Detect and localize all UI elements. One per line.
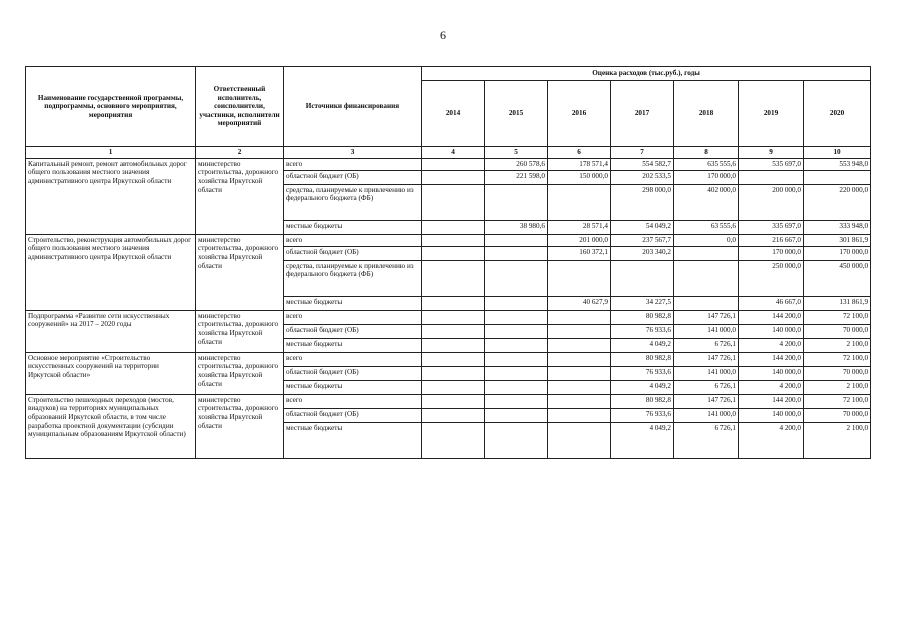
amount-cell: [674, 246, 739, 260]
amount-cell: 216 667,0: [739, 234, 804, 246]
source-cell: местные бюджеты: [284, 296, 422, 310]
amount-cell: [422, 234, 485, 246]
amount-cell: [422, 296, 485, 310]
amount-cell: [485, 234, 548, 246]
header-year: 2016: [548, 81, 611, 147]
column-index: 10: [804, 147, 871, 159]
source-cell: всего: [284, 394, 422, 408]
program-name-cell: Подпрограмма «Развитие сети искусственных сооружений» на 2017 – 2020 годы: [26, 310, 196, 352]
amount-cell: 147 726,1: [674, 394, 739, 408]
amount-cell: 260 578,6: [485, 158, 548, 170]
amount-cell: 237 567,7: [611, 234, 674, 246]
amount-cell: [485, 296, 548, 310]
column-index: 7: [611, 147, 674, 159]
amount-cell: [422, 260, 485, 296]
amount-cell: 131 861,9: [804, 296, 871, 310]
amount-cell: 70 000,0: [804, 324, 871, 338]
amount-cell: 4 049,2: [611, 422, 674, 458]
amount-cell: [422, 352, 485, 366]
amount-cell: 298 000,0: [611, 184, 674, 220]
source-cell: всего: [284, 310, 422, 324]
source-cell: областной бюджет (ОБ): [284, 324, 422, 338]
program-name-cell: Строительство пешеходных переходов (мостов, виадуков) на территориях муниципальных образований Иркутской области, в том числе разработка проектной документации (субсидии муниципальным образованиям Иркутской области): [26, 394, 196, 458]
column-index: 2: [196, 147, 284, 159]
expenses-table: [25, 66, 871, 459]
amount-cell: 147 726,1: [674, 310, 739, 324]
table-body: [26, 158, 871, 458]
amount-cell: [674, 296, 739, 310]
amount-cell: 200 000,0: [739, 184, 804, 220]
amount-cell: [485, 394, 548, 408]
amount-cell: [804, 170, 871, 184]
amount-cell: [422, 170, 485, 184]
amount-cell: [548, 380, 611, 394]
source-cell: областной бюджет (ОБ): [284, 246, 422, 260]
header-source: Источники финансирования: [284, 67, 422, 147]
table-row: [26, 352, 871, 366]
amount-cell: 0,0: [674, 234, 739, 246]
amount-cell: [548, 394, 611, 408]
amount-cell: [548, 324, 611, 338]
source-cell: местные бюджеты: [284, 338, 422, 352]
amount-cell: [422, 394, 485, 408]
amount-cell: [548, 408, 611, 422]
amount-cell: 76 933,6: [611, 324, 674, 338]
amount-cell: [674, 260, 739, 296]
amount-cell: 80 982,8: [611, 394, 674, 408]
amount-cell: [422, 324, 485, 338]
program-name-cell: Капитальный ремонт, ремонт автомобильных дорог общего пользования местного значения административного центра Иркутской области: [26, 158, 196, 234]
amount-cell: 170 000,0: [739, 246, 804, 260]
amount-cell: 4 200,0: [739, 380, 804, 394]
amount-cell: 203 340,2: [611, 246, 674, 260]
amount-cell: 170 000,0: [674, 170, 739, 184]
amount-cell: 144 200,0: [739, 352, 804, 366]
table-row: [26, 158, 871, 170]
amount-cell: 80 982,8: [611, 310, 674, 324]
amount-cell: 34 227,5: [611, 296, 674, 310]
table-row: [26, 394, 871, 408]
table-row: [26, 310, 871, 324]
page-number: 6: [440, 28, 446, 42]
amount-cell: 147 726,1: [674, 352, 739, 366]
amount-cell: 76 933,6: [611, 366, 674, 380]
executor-cell: министерство строительства, дорожного хозяйства Иркутской области: [196, 394, 284, 458]
amount-cell: 4 049,2: [611, 338, 674, 352]
source-cell: средства, планируемые к привлечению из федерального бюджета (ФБ): [284, 260, 422, 296]
executor-cell: министерство строительства, дорожного хозяйства Иркутской области: [196, 234, 284, 310]
amount-cell: [422, 158, 485, 170]
amount-cell: 250 000,0: [739, 260, 804, 296]
header-name: Наименование государственной программы, подпрограммы, основного мероприятия, мероприятия: [26, 67, 196, 147]
amount-cell: 335 697,0: [739, 220, 804, 234]
header-year: 2020: [804, 81, 871, 147]
program-name-cell: Строительство, реконструкция автомобильных дорог общего пользования местного значения административного центра Иркутской области: [26, 234, 196, 310]
amount-cell: 333 948,0: [804, 220, 871, 234]
amount-cell: 38 980,6: [485, 220, 548, 234]
amount-cell: 140 000,0: [739, 324, 804, 338]
amount-cell: 28 571,4: [548, 220, 611, 234]
header-year: 2018: [674, 81, 739, 147]
amount-cell: [485, 246, 548, 260]
amount-cell: [485, 310, 548, 324]
source-cell: всего: [284, 352, 422, 366]
amount-cell: 46 667,0: [739, 296, 804, 310]
amount-cell: 54 049,2: [611, 220, 674, 234]
amount-cell: 144 200,0: [739, 394, 804, 408]
header-year: 2015: [485, 81, 548, 147]
amount-cell: 301 861,9: [804, 234, 871, 246]
amount-cell: [548, 352, 611, 366]
amount-cell: 402 000,0: [674, 184, 739, 220]
amount-cell: 141 000,0: [674, 366, 739, 380]
table-header: [26, 67, 871, 159]
column-index: 3: [284, 147, 422, 159]
amount-cell: 553 948,0: [804, 158, 871, 170]
amount-cell: 160 372,1: [548, 246, 611, 260]
amount-cell: 178 571,4: [548, 158, 611, 170]
amount-cell: [422, 184, 485, 220]
column-index: 5: [485, 147, 548, 159]
amount-cell: 4 200,0: [739, 338, 804, 352]
amount-cell: [739, 170, 804, 184]
amount-cell: [422, 380, 485, 394]
amount-cell: 150 000,0: [548, 170, 611, 184]
amount-cell: 2 100,0: [804, 380, 871, 394]
amount-cell: [611, 260, 674, 296]
amount-cell: 72 100,0: [804, 394, 871, 408]
amount-cell: [548, 260, 611, 296]
amount-cell: [548, 310, 611, 324]
column-index: 9: [739, 147, 804, 159]
amount-cell: 202 533,5: [611, 170, 674, 184]
amount-cell: [422, 310, 485, 324]
amount-cell: [422, 220, 485, 234]
source-cell: средства, планируемые к привлечению из федерального бюджета (ФБ): [284, 184, 422, 220]
amount-cell: 554 582,7: [611, 158, 674, 170]
amount-cell: [485, 352, 548, 366]
amount-cell: [485, 260, 548, 296]
amount-cell: 4 049,2: [611, 380, 674, 394]
amount-cell: [548, 184, 611, 220]
amount-cell: 220 000,0: [804, 184, 871, 220]
column-index: 4: [422, 147, 485, 159]
column-index: 6: [548, 147, 611, 159]
source-cell: областной бюджет (ОБ): [284, 366, 422, 380]
header-executor: Ответственный исполнитель, соисполнители, участники, исполнители мероприятий: [196, 67, 284, 147]
amount-cell: [422, 408, 485, 422]
amount-cell: 170 000,0: [804, 246, 871, 260]
source-cell: всего: [284, 234, 422, 246]
amount-cell: 63 555,6: [674, 220, 739, 234]
source-cell: всего: [284, 158, 422, 170]
amount-cell: 140 000,0: [739, 366, 804, 380]
amount-cell: 70 000,0: [804, 366, 871, 380]
header-year: 2017: [611, 81, 674, 147]
amount-cell: 221 598,0: [485, 170, 548, 184]
amount-cell: 4 200,0: [739, 422, 804, 458]
executor-cell: министерство строительства, дорожного хозяйства Иркутской области: [196, 310, 284, 352]
header-year: 2019: [739, 81, 804, 147]
amount-cell: [548, 422, 611, 458]
amount-cell: [548, 366, 611, 380]
amount-cell: [485, 380, 548, 394]
amount-cell: 2 100,0: [804, 422, 871, 458]
amount-cell: 635 555,6: [674, 158, 739, 170]
amount-cell: [422, 366, 485, 380]
executor-cell: министерство строительства, дорожного хозяйства Иркутской области: [196, 352, 284, 394]
amount-cell: 6 726,1: [674, 338, 739, 352]
amount-cell: [422, 246, 485, 260]
source-cell: областной бюджет (ОБ): [284, 170, 422, 184]
amount-cell: 80 982,8: [611, 352, 674, 366]
amount-cell: 201 000,0: [548, 234, 611, 246]
amount-cell: 2 100,0: [804, 338, 871, 352]
source-cell: местные бюджеты: [284, 220, 422, 234]
table-row: [26, 234, 871, 246]
amount-cell: 535 697,0: [739, 158, 804, 170]
source-cell: местные бюджеты: [284, 422, 422, 458]
source-cell: областной бюджет (ОБ): [284, 408, 422, 422]
amount-cell: 70 000,0: [804, 408, 871, 422]
amount-cell: [548, 338, 611, 352]
source-cell: местные бюджеты: [284, 380, 422, 394]
amount-cell: [485, 184, 548, 220]
column-index-row: [26, 147, 871, 159]
amount-cell: 141 000,0: [674, 324, 739, 338]
amount-cell: [485, 338, 548, 352]
amount-cell: 6 726,1: [674, 422, 739, 458]
amount-cell: [485, 422, 548, 458]
header-year: 2014: [422, 81, 485, 147]
amount-cell: 144 200,0: [739, 310, 804, 324]
program-name-cell: Основное мероприятие «Строительство искусственных сооружений на территории Иркутской области»: [26, 352, 196, 394]
amount-cell: [422, 338, 485, 352]
amount-cell: [485, 324, 548, 338]
amount-cell: 141 000,0: [674, 408, 739, 422]
amount-cell: [485, 408, 548, 422]
amount-cell: 6 726,1: [674, 380, 739, 394]
amount-cell: 76 933,6: [611, 408, 674, 422]
amount-cell: [422, 422, 485, 458]
amount-cell: 450 000,0: [804, 260, 871, 296]
column-index: 1: [26, 147, 196, 159]
amount-cell: 72 100,0: [804, 352, 871, 366]
amount-cell: [485, 366, 548, 380]
amount-cell: 140 000,0: [739, 408, 804, 422]
amount-cell: 72 100,0: [804, 310, 871, 324]
amount-cell: 40 627,9: [548, 296, 611, 310]
executor-cell: министерство строительства, дорожного хозяйства Иркутской области: [196, 158, 284, 234]
column-index: 8: [674, 147, 739, 159]
header-expenses: Оценка расходов (тыс.руб.), годы: [422, 67, 871, 81]
